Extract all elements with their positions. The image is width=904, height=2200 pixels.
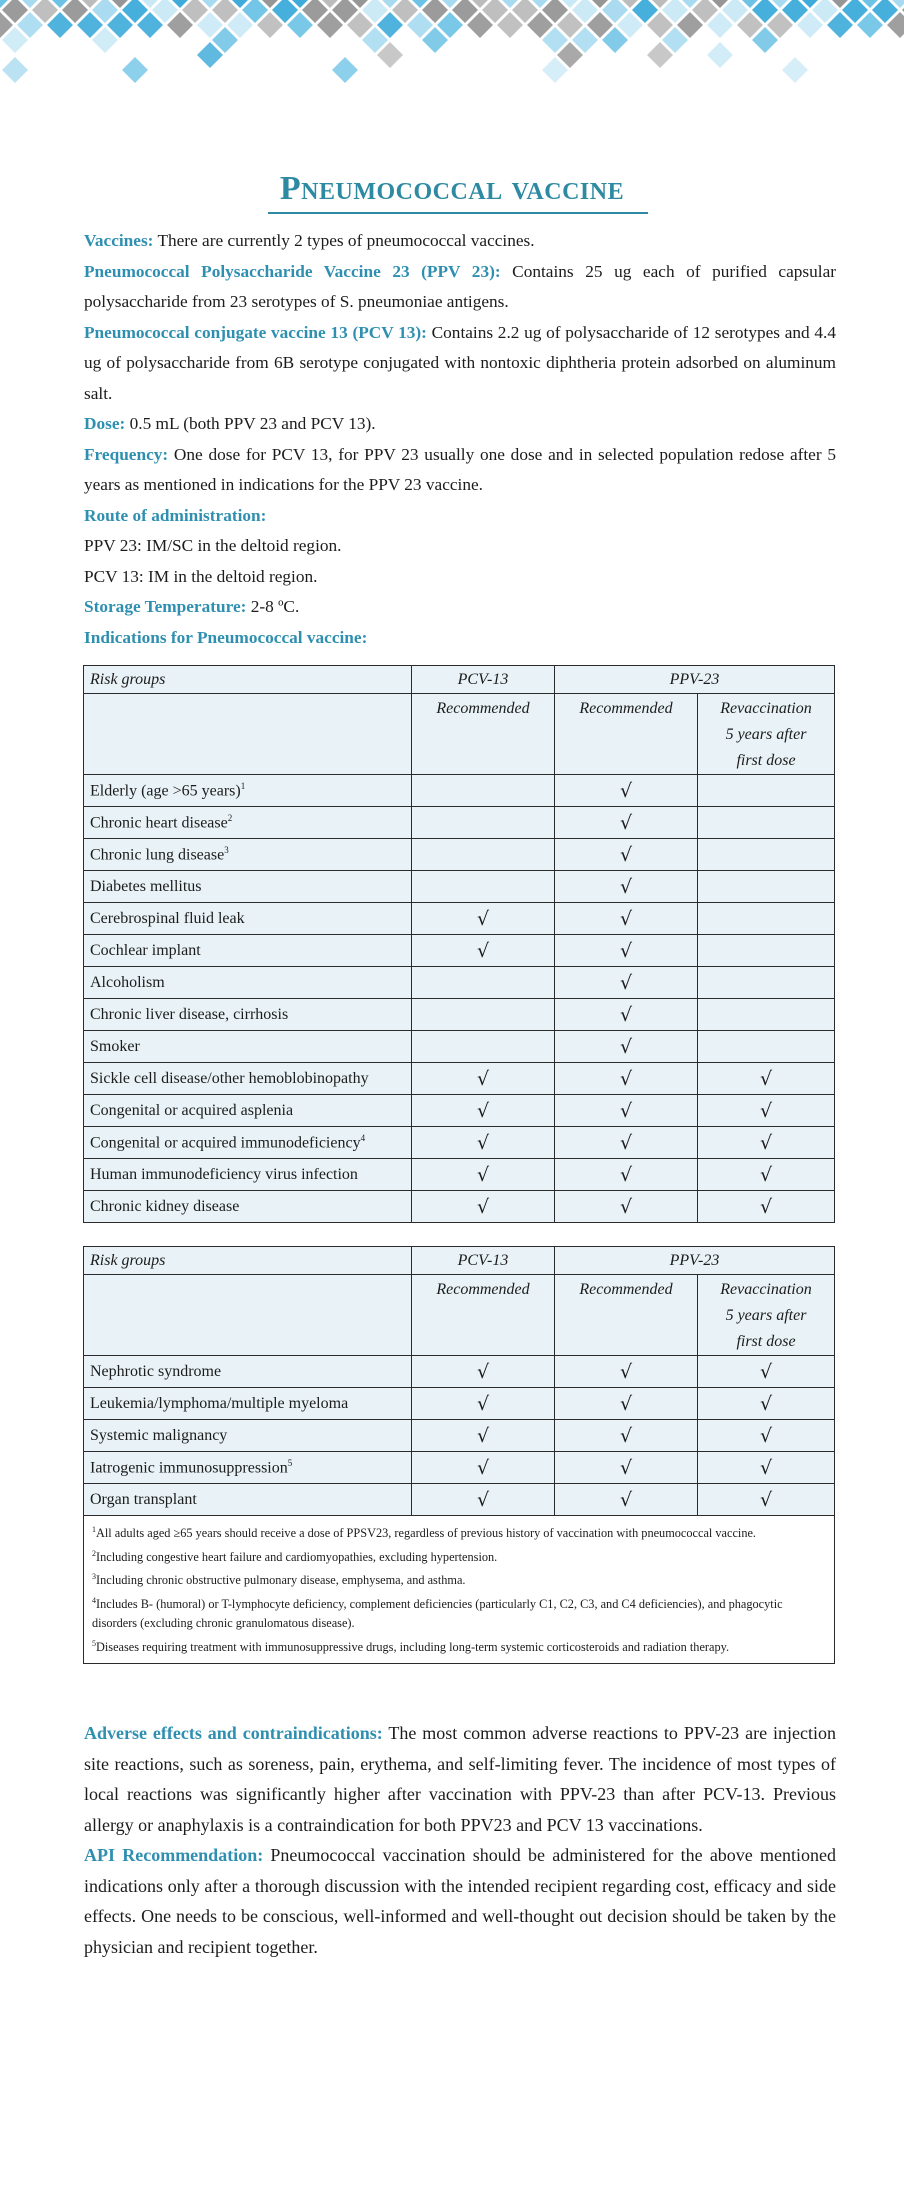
ppv-recommended-cell bbox=[555, 1095, 698, 1127]
intro-label: Frequency: bbox=[84, 444, 169, 464]
check-mark: √ bbox=[476, 1456, 490, 1479]
check-mark: √ bbox=[476, 1424, 490, 1447]
risk-group-label: Diabetes mellitus bbox=[90, 877, 202, 895]
outro-label: API Recommendation: bbox=[84, 1845, 264, 1865]
risk-group-cell bbox=[84, 1159, 412, 1191]
intro-text: 2-8 ºC. bbox=[246, 597, 300, 616]
pcv-recommended-cell bbox=[412, 1420, 555, 1452]
outro-paragraph bbox=[84, 1718, 836, 1840]
check-mark: √ bbox=[619, 1488, 633, 1511]
table-subheader-row bbox=[84, 694, 835, 775]
intro-paragraph bbox=[84, 562, 836, 593]
check-mark: √ bbox=[619, 1003, 633, 1026]
intro-label: Pneumococcal conjugate vaccine 13 (PCV 13): bbox=[84, 322, 427, 342]
risk-group-label: Cochlear implant bbox=[90, 941, 201, 959]
table-row bbox=[84, 871, 835, 903]
pcv-recommended-cell bbox=[412, 1452, 555, 1484]
ppv-23-header: PPV-23 bbox=[555, 1247, 835, 1275]
risk-group-label: Smoker bbox=[90, 1037, 140, 1055]
table-header-row bbox=[84, 666, 835, 694]
ppv-revaccination-cell bbox=[698, 1484, 835, 1516]
ppv-revaccination-cell bbox=[698, 871, 835, 903]
table-row bbox=[84, 1031, 835, 1063]
ppv-revaccination-cell bbox=[698, 1159, 835, 1191]
intro-text: Contains 2.2 ug of polysaccharide of 12 serotypes and 4.4 ug of polysaccharide from 6B serotype conjugated with nontoxic diphtheria protein adsorbed on aluminum salt. bbox=[84, 322, 836, 403]
pcv-recommended-cell bbox=[412, 999, 555, 1031]
table-subheader-row bbox=[84, 1275, 835, 1356]
pcv-recommended-cell bbox=[412, 903, 555, 935]
intro-paragraph bbox=[84, 226, 836, 257]
outro-section bbox=[84, 1718, 836, 1962]
risk-group-cell bbox=[84, 1095, 412, 1127]
intro-label: Storage Temperature: bbox=[84, 597, 247, 616]
ppv-revaccination-cell bbox=[698, 1095, 835, 1127]
table-row bbox=[84, 967, 835, 999]
check-mark: √ bbox=[476, 1163, 490, 1186]
subheader-blank bbox=[84, 694, 412, 775]
check-mark: √ bbox=[619, 939, 633, 962]
risk-group-cell bbox=[84, 1452, 412, 1484]
check-mark: √ bbox=[476, 1195, 490, 1218]
check-mark: √ bbox=[476, 1488, 490, 1511]
check-mark: √ bbox=[759, 1360, 773, 1383]
table-row bbox=[84, 1484, 835, 1516]
intro-section bbox=[84, 226, 836, 653]
risk-group-cell bbox=[84, 1127, 412, 1159]
risk-group-label: Chronic heart disease bbox=[90, 814, 228, 832]
risk-group-label: Chronic liver disease, cirrhosis bbox=[90, 1005, 289, 1023]
ppv-recommended-cell bbox=[555, 1452, 698, 1484]
check-mark: √ bbox=[759, 1424, 773, 1447]
footnote bbox=[92, 1520, 828, 1544]
ppv-revaccination-cell bbox=[698, 1452, 835, 1484]
check-mark: √ bbox=[619, 1131, 633, 1154]
risk-group-cell bbox=[84, 1420, 412, 1452]
check-mark: √ bbox=[619, 1456, 633, 1479]
risk-group-label: Systemic malignancy bbox=[90, 1426, 228, 1444]
outro-text: Pneumococcal vaccination should be administered for the above mentioned indications only after a thorough discussion with the intended recipient regarding cost, efficacy and side effects. One needs to be conscious, well-informed and well-thought out decision should be taken by the physician and recipient together. bbox=[84, 1845, 836, 1957]
table-row bbox=[84, 935, 835, 967]
pcv-recommended-cell bbox=[412, 935, 555, 967]
ppv-recommended-cell bbox=[555, 1063, 698, 1095]
risk-group-cell bbox=[84, 1063, 412, 1095]
pcv-recommended-cell bbox=[412, 1095, 555, 1127]
ppv-recommended-cell bbox=[555, 1388, 698, 1420]
check-mark: √ bbox=[619, 1099, 633, 1122]
table-row bbox=[84, 1191, 835, 1223]
ppv-recommended-cell bbox=[555, 1127, 698, 1159]
ppv-recommended-header: Recommended bbox=[555, 694, 698, 775]
risk-group-label: Congenital or acquired immunodeficiency bbox=[90, 1134, 361, 1152]
footnotes-row bbox=[84, 1516, 835, 1664]
ppv-recommended-cell bbox=[555, 1356, 698, 1388]
check-mark: √ bbox=[619, 1067, 633, 1090]
table-row bbox=[84, 999, 835, 1031]
table-header-row bbox=[84, 1247, 835, 1275]
ppv-recommended-cell bbox=[555, 903, 698, 935]
risk-group-label: Alcoholism bbox=[90, 973, 165, 991]
footnote-ref: 2 bbox=[227, 812, 233, 823]
check-mark: √ bbox=[759, 1488, 773, 1511]
risk-group-label: Chronic lung disease bbox=[90, 846, 225, 864]
intro-label: Route of administration: bbox=[84, 505, 267, 525]
risk-group-label: Nephrotic syndrome bbox=[90, 1362, 222, 1380]
ppv-recommended-cell bbox=[555, 775, 698, 807]
table-row bbox=[84, 839, 835, 871]
ppv-recommended-cell bbox=[555, 807, 698, 839]
risk-group-cell bbox=[84, 775, 412, 807]
table-row bbox=[84, 1095, 835, 1127]
ppv-recommended-cell bbox=[555, 935, 698, 967]
risk-group-label: Congenital or acquired asplenia bbox=[90, 1101, 294, 1119]
intro-paragraph bbox=[84, 257, 836, 318]
risk-group-label: Elderly (age >65 years) bbox=[90, 782, 241, 800]
check-mark: √ bbox=[619, 811, 633, 834]
footnote bbox=[92, 1567, 828, 1591]
check-mark: √ bbox=[619, 907, 633, 930]
indications-table-1 bbox=[83, 665, 835, 1223]
risk-group-cell bbox=[84, 807, 412, 839]
intro-text: PCV 13: IM in the deltoid region. bbox=[84, 566, 318, 586]
ppv-revaccination-cell bbox=[698, 807, 835, 839]
table-row bbox=[84, 807, 835, 839]
risk-group-cell bbox=[84, 967, 412, 999]
risk-group-cell bbox=[84, 871, 412, 903]
check-mark: √ bbox=[476, 1067, 490, 1090]
footnote-number: 3 bbox=[92, 1572, 96, 1582]
ppv-recommended-cell bbox=[555, 1159, 698, 1191]
pcv-recommended-cell bbox=[412, 1063, 555, 1095]
ppv-recommended-cell bbox=[555, 967, 698, 999]
ppv-recommended-cell bbox=[555, 1191, 698, 1223]
footnote bbox=[92, 1591, 828, 1634]
revaccination-header: Revaccination 5 years after first dose bbox=[698, 1275, 835, 1356]
ppv-revaccination-cell bbox=[698, 1063, 835, 1095]
check-mark: √ bbox=[759, 1456, 773, 1479]
ppv-revaccination-cell bbox=[698, 1356, 835, 1388]
footnote bbox=[92, 1634, 828, 1658]
footnote-number: 5 bbox=[92, 1638, 96, 1648]
ppv-revaccination-cell bbox=[698, 999, 835, 1031]
ppv-revaccination-cell bbox=[698, 775, 835, 807]
risk-group-cell bbox=[84, 839, 412, 871]
intro-paragraph bbox=[84, 318, 836, 410]
subheader-blank bbox=[84, 1275, 412, 1356]
ppv-23-header: PPV-23 bbox=[555, 666, 835, 694]
outro-text: The most common adverse reactions to PPV-23 are injection site reactions, such as soreness, pain, erythema, and self-limiting fever. The incidence of most types of local reactions was significantly higher after vaccination with PPV-23 than after PCV-13. Previous allergy or anaphylaxis is a contraindication for both PPV23 and PCV 13 vaccinations. bbox=[84, 1723, 836, 1835]
footnote-number: 2 bbox=[92, 1548, 96, 1558]
check-mark: √ bbox=[476, 1360, 490, 1383]
pcv-recommended-cell bbox=[412, 807, 555, 839]
intro-label: Vaccines: bbox=[84, 231, 154, 250]
decorative-diamond-banner bbox=[0, 0, 904, 110]
ppv-revaccination-cell bbox=[698, 903, 835, 935]
ppv-revaccination-cell bbox=[698, 1031, 835, 1063]
ppv-recommended-cell bbox=[555, 871, 698, 903]
table-row bbox=[84, 1452, 835, 1484]
footnote-ref: 5 bbox=[287, 1457, 293, 1468]
ppv-recommended-cell bbox=[555, 1031, 698, 1063]
intro-text: 0.5 mL (both PPV 23 and PCV 13). bbox=[125, 414, 376, 433]
risk-group-cell bbox=[84, 903, 412, 935]
ppv-revaccination-cell bbox=[698, 839, 835, 871]
risk-group-cell bbox=[84, 935, 412, 967]
ppv-recommended-header: Recommended bbox=[555, 1275, 698, 1356]
risk-group-cell bbox=[84, 1191, 412, 1223]
risk-group-cell bbox=[84, 1388, 412, 1420]
check-mark: √ bbox=[476, 1131, 490, 1154]
pcv-recommended-header: Recommended bbox=[412, 694, 555, 775]
ppv-recommended-cell bbox=[555, 1484, 698, 1516]
pcv-recommended-cell bbox=[412, 871, 555, 903]
ppv-revaccination-cell bbox=[698, 1388, 835, 1420]
pcv-recommended-cell bbox=[412, 1388, 555, 1420]
pcv-recommended-cell bbox=[412, 1127, 555, 1159]
risk-group-cell bbox=[84, 1031, 412, 1063]
diamond-pattern bbox=[0, 0, 904, 110]
check-mark: √ bbox=[619, 1360, 633, 1383]
intro-paragraph bbox=[84, 623, 836, 654]
footnote-text: All adults aged ≥65 years should receive a dose of PPSV23, regardless of previous history of vaccination with pneumococcal vaccine. bbox=[96, 1526, 757, 1541]
risk-group-label: Organ transplant bbox=[90, 1490, 197, 1508]
banner-diamond bbox=[122, 57, 148, 83]
intro-paragraph bbox=[84, 440, 836, 501]
pcv-13-header: PCV-13 bbox=[412, 1247, 555, 1275]
table-row bbox=[84, 1388, 835, 1420]
check-mark: √ bbox=[619, 1035, 633, 1058]
check-mark: √ bbox=[759, 1392, 773, 1415]
check-mark: √ bbox=[619, 843, 633, 866]
check-mark: √ bbox=[619, 779, 633, 802]
footnote-ref: 3 bbox=[224, 844, 229, 855]
ppv-revaccination-cell bbox=[698, 1191, 835, 1223]
risk-group-label: Leukemia/lymphoma/multiple myeloma bbox=[90, 1394, 349, 1412]
risk-groups-header: Risk groups bbox=[84, 1247, 412, 1275]
pcv-recommended-cell bbox=[412, 1159, 555, 1191]
intro-paragraph bbox=[84, 409, 836, 440]
footnote-number: 1 bbox=[92, 1525, 96, 1534]
pcv-recommended-cell bbox=[412, 967, 555, 999]
banner-diamond bbox=[2, 57, 28, 83]
footnote-ref: 1 bbox=[240, 780, 246, 791]
footnote-text: Including chronic obstructive pulmonary disease, emphysema, and asthma. bbox=[96, 1573, 466, 1588]
pcv-recommended-cell bbox=[412, 1356, 555, 1388]
intro-text: One dose for PCV 13, for PPV 23 usually one dose and in selected population redose after 5 years as mentioned in indications for the PPV 23 vaccine. bbox=[84, 444, 836, 494]
outro-paragraph bbox=[84, 1840, 836, 1962]
revaccination-header: Revaccination 5 years after first dose bbox=[698, 694, 835, 775]
pcv-recommended-cell bbox=[412, 1191, 555, 1223]
table-row bbox=[84, 903, 835, 935]
risk-group-cell bbox=[84, 1484, 412, 1516]
footnote bbox=[92, 1544, 828, 1568]
check-mark: √ bbox=[619, 875, 633, 898]
intro-label: Indications for Pneumococcal vaccine: bbox=[84, 627, 368, 647]
indications-table-2 bbox=[83, 1246, 835, 1664]
check-mark: √ bbox=[476, 939, 490, 962]
check-mark: √ bbox=[476, 1099, 490, 1122]
ppv-revaccination-cell bbox=[698, 1420, 835, 1452]
pcv-recommended-header: Recommended bbox=[412, 1275, 555, 1356]
check-mark: √ bbox=[476, 1392, 490, 1415]
pcv-13-header: PCV-13 bbox=[412, 666, 555, 694]
ppv-recommended-cell bbox=[555, 1420, 698, 1452]
risk-groups-header: Risk groups bbox=[84, 666, 412, 694]
risk-group-label: Human immunodeficiency virus infection bbox=[90, 1165, 358, 1183]
pcv-recommended-cell bbox=[412, 775, 555, 807]
footnote-text: Including congestive heart failure and cardiomyopathies, excluding hypertension. bbox=[96, 1549, 498, 1564]
banner-diamond bbox=[782, 57, 808, 83]
table-row bbox=[84, 1063, 835, 1095]
intro-paragraph bbox=[84, 501, 836, 532]
banner-diamond bbox=[707, 42, 733, 68]
pcv-recommended-cell bbox=[412, 1484, 555, 1516]
check-mark: √ bbox=[619, 1424, 633, 1447]
risk-group-cell bbox=[84, 999, 412, 1031]
banner-diamond bbox=[332, 57, 358, 83]
check-mark: √ bbox=[619, 1392, 633, 1415]
check-mark: √ bbox=[759, 1067, 773, 1090]
check-mark: √ bbox=[619, 1195, 633, 1218]
intro-text: There are currently 2 types of pneumococcal vaccines. bbox=[153, 231, 535, 250]
check-mark: √ bbox=[476, 907, 490, 930]
intro-text: PPV 23: IM/SC in the deltoid region. bbox=[84, 536, 342, 555]
risk-group-cell bbox=[84, 1356, 412, 1388]
title-underline bbox=[268, 212, 648, 214]
check-mark: √ bbox=[619, 1163, 633, 1186]
risk-group-label: Chronic kidney disease bbox=[90, 1197, 240, 1215]
footnotes-cell bbox=[84, 1516, 835, 1664]
table-row bbox=[84, 775, 835, 807]
footnote-ref: 4 bbox=[360, 1132, 366, 1143]
check-mark: √ bbox=[759, 1131, 773, 1154]
table-row bbox=[84, 1420, 835, 1452]
table-row bbox=[84, 1159, 835, 1191]
table-row bbox=[84, 1127, 835, 1159]
risk-group-label: Iatrogenic immunosuppression bbox=[90, 1459, 288, 1477]
page-title: Pneumococcal vaccine bbox=[279, 170, 625, 207]
footnote-text: Includes B- (humoral) or T-lymphocyte deficiency, complement deficiencies (particularly C1, C2, C3, and C4 deficiencies), and phagocytic disorders (excluding chronic granulomatous disease). bbox=[92, 1596, 783, 1631]
ppv-revaccination-cell bbox=[698, 967, 835, 999]
table-row bbox=[84, 1356, 835, 1388]
risk-group-label: Cerebrospinal fluid leak bbox=[90, 909, 245, 927]
pcv-recommended-cell bbox=[412, 1031, 555, 1063]
ppv-revaccination-cell bbox=[698, 1127, 835, 1159]
footnote-text: Diseases requiring treatment with immunosuppressive drugs, including long-term systemic corticosteroids and radiation therapy. bbox=[96, 1639, 730, 1654]
ppv-recommended-cell bbox=[555, 839, 698, 871]
ppv-recommended-cell bbox=[555, 999, 698, 1031]
intro-paragraph bbox=[84, 531, 836, 562]
ppv-revaccination-cell bbox=[698, 935, 835, 967]
check-mark: √ bbox=[759, 1195, 773, 1218]
intro-paragraph bbox=[84, 592, 836, 623]
intro-label: Pneumococcal Polysaccharide Vaccine 23 (PPV 23): bbox=[84, 261, 501, 281]
check-mark: √ bbox=[619, 971, 633, 994]
footnote-number: 4 bbox=[92, 1595, 96, 1605]
check-mark: √ bbox=[759, 1163, 773, 1186]
check-mark: √ bbox=[759, 1099, 773, 1122]
intro-label: Dose: bbox=[84, 414, 126, 433]
intro-text: Contains 25 ug each of purified capsular polysaccharide from 23 serotypes of S. pneumoniae antigens. bbox=[84, 261, 837, 311]
outro-label: Adverse effects and contraindications: bbox=[84, 1723, 383, 1743]
pcv-recommended-cell bbox=[412, 839, 555, 871]
risk-group-label: Sickle cell disease/other hemoblobinopathy bbox=[90, 1069, 369, 1087]
